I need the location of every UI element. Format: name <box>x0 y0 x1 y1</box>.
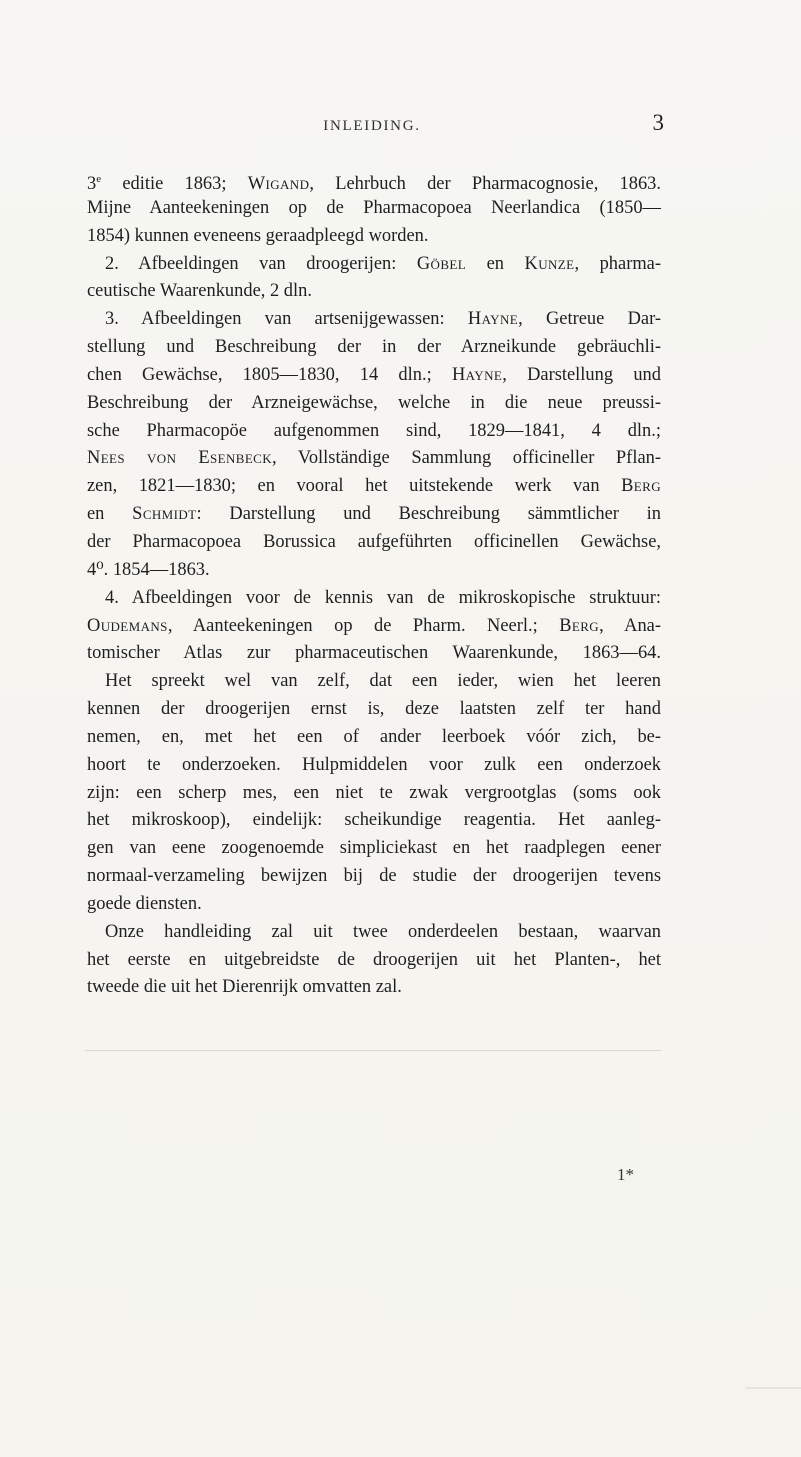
line-8-fragment-a: chen Gewächse, 1805—1830, 14 dln.; <box>87 363 452 384</box>
author-hayne-1: Hayne <box>467 308 519 329</box>
text-line-18: tomischer Atlas zur pharmaceutischen Waarenkunde, 1863—64. <box>87 642 661 663</box>
text-line-3: 1854) kunnen eveneens geraadpleegd worden. <box>87 224 429 245</box>
text-line-2: Mijne Aanteekeningen op de Pharmacopoea Neerlandica (1850— <box>87 196 661 217</box>
text-line-20: kennen der droogerijen ernst is, deze laatsten zelf ter hand <box>87 698 661 719</box>
line-1-fragment-b: , Lehrbuch der Pharmacognosie, 1863. <box>309 173 661 194</box>
author-hayne-2: Hayne <box>451 363 503 384</box>
text-line-15: 4⁰. 1854—1863. <box>87 558 210 579</box>
text-line-16: 4. Afbeeldingen voor de kennis van de mikroskopische struktuur: <box>105 586 661 607</box>
text-line-21: nemen, en, met het een of ander leerboek vóór zich, be- <box>87 725 661 746</box>
text-line-30: tweede die uit het Dierenrijk omvatten zal. <box>87 976 402 997</box>
text-line-17 <box>87 612 661 640</box>
line-6-fragment-b: , Getreue Dar- <box>518 308 661 329</box>
text-line-1 <box>87 166 661 194</box>
main-text <box>87 166 661 1001</box>
text-line-8 <box>87 361 661 389</box>
author-oudemans: Oudemans <box>87 614 168 635</box>
text-line-26: normaal-verzameling bewijzen bij de studie der droogerijen tevens <box>87 865 661 886</box>
text-line-14: der Pharmacopoea Borussica aufgeführten officinellen Gewächse, <box>87 530 661 551</box>
author-schmidt: Schmidt <box>132 503 197 524</box>
line-8-fragment-b: , Darstellung und <box>502 363 661 384</box>
footer-divider <box>85 1050 661 1051</box>
text-line-28: Onze handleiding zal uit twee onderdeelen bestaan, waarvan <box>105 920 661 941</box>
text-line-11 <box>87 444 661 472</box>
text-line-4 <box>87 250 661 278</box>
author-nees-von-esenbeck: Nees von Esenbeck <box>87 447 273 468</box>
line-4-fragment-c: , pharma- <box>574 252 662 273</box>
text-line-19: Het spreekt wel van zelf, dat een ieder, wien het leeren <box>105 670 661 691</box>
running-head: INLEIDING. <box>323 118 421 134</box>
line-11-fragment-a: , Vollständige Sammlung officineller Pflan- <box>272 447 661 468</box>
line-13-fragment-a: en <box>87 503 133 524</box>
author-berg-1: Berg <box>621 475 661 496</box>
text-line-10: sche Pharmacopöe aufgenommen sind, 1829—1841, 4 dln.; <box>87 419 661 440</box>
text-line-24: het mikroskoop), eindelijk: scheikundige reagentia. Het aanleg- <box>87 809 661 830</box>
line-1-fragment-a: editie 1863; <box>101 173 248 194</box>
superscript-e: e <box>96 173 102 185</box>
author-gobel: Göbel <box>416 252 467 273</box>
line-6-fragment-a: 3. Afbeeldingen van artsenijgewassen: <box>105 308 468 329</box>
text-line-6 <box>87 305 661 333</box>
line-4-fragment-b: en <box>466 252 525 273</box>
line-4-fragment-a: 2. Afbeeldingen van droogerijen: <box>105 252 417 273</box>
text-line-9: Beschreibung der Arzneigewächse, welche in die neue preussi- <box>87 391 661 412</box>
text-line-12 <box>87 472 661 500</box>
signature-mark: 1* <box>617 1165 634 1184</box>
author-kunze: Kunze <box>524 252 575 273</box>
author-wigand: Wigand <box>247 173 310 194</box>
text-line-29: het eerste en uitgebreidste de droogerijen uit het Planten-, het <box>87 948 661 969</box>
text-line-27: goede diensten. <box>87 892 202 913</box>
line-17-fragment-b: , Ana- <box>599 614 661 635</box>
line-17-fragment-a: , Aanteekeningen op de Pharm. Neerl.; <box>167 614 560 635</box>
text-line-25: gen van eene zoogenoemde simpliciekast en het raadplegen eener <box>87 837 661 858</box>
edition-number: 3 <box>87 173 97 194</box>
page-edge-mark <box>746 1387 801 1389</box>
text-line-7: stellung und Beschreibung der in der Arzneikunde gebräuchli- <box>87 336 661 357</box>
line-12-fragment-a: zen, 1821—1830; en vooral het uitstekende werk van <box>87 475 622 496</box>
text-line-5: ceutische Waarenkunde, 2 dln. <box>87 280 312 301</box>
page-number: 3 <box>652 110 664 135</box>
text-line-22: hoort te onderzoeken. Hulpmiddelen voor zulk een onderzoek <box>87 753 661 774</box>
line-13-fragment-b: : Darstellung und Beschreibung sämmtlicher in <box>196 503 661 524</box>
author-berg-2: Berg <box>559 614 600 635</box>
text-line-23: zijn: een scherp mes, een niet te zwak vergrootglas (soms ook <box>87 781 661 802</box>
text-line-13 <box>87 500 661 528</box>
